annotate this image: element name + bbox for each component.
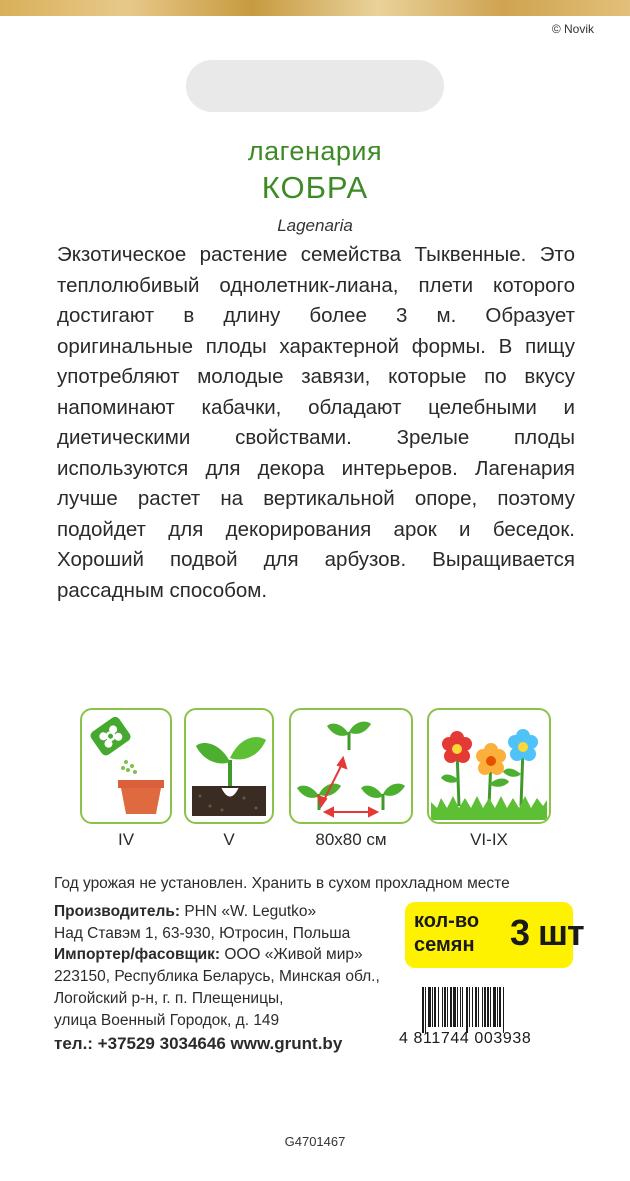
icon-label-sowing: IV	[117, 830, 135, 849]
contacts: тел.: +37529 3034646 www.grunt.by	[54, 1034, 343, 1053]
qty-label-2: семян	[414, 934, 475, 956]
planting-spacing-icon	[289, 708, 413, 824]
barcode-bar	[466, 987, 468, 1033]
barcode-bar	[478, 987, 479, 1027]
barcode-bar	[457, 987, 458, 1027]
copyright: © Novik	[551, 22, 594, 36]
barcode-bar	[442, 987, 443, 1027]
barcode-bar	[438, 987, 439, 1027]
barcode-bar	[472, 987, 473, 1027]
barcode-bar	[444, 987, 446, 1027]
seedling-soil-icon	[184, 708, 274, 824]
importer-address-1: 223150, Республика Беларусь, Минская обл.,	[54, 968, 380, 985]
importer-value: ООО «Живой мир»	[220, 946, 363, 963]
producer-address: Над Ставэм 1, 63-930, Ютросин, Польша	[54, 925, 351, 942]
barcode-bar	[499, 987, 501, 1027]
barcode-bar	[428, 987, 431, 1027]
barcode-bar	[475, 987, 477, 1027]
top-decor-strip	[0, 0, 630, 16]
qty-label-1: кол-во	[414, 910, 480, 932]
icon-label-seedling: V	[223, 830, 235, 849]
barcode-bar	[497, 987, 498, 1027]
storage-note: Год урожая не установлен. Хранить в сухом прохладном месте	[54, 875, 510, 892]
importer-line	[54, 946, 363, 964]
flowers-icon	[427, 708, 551, 824]
barcode-bar	[484, 987, 486, 1027]
importer-label: Импортер/фасовщик:	[54, 946, 221, 963]
barcode-number: 4 811744 003938	[399, 1030, 532, 1047]
barcode-bar	[503, 987, 504, 1033]
plant-type: лагенария	[247, 136, 383, 166]
product-code: G4701467	[284, 1134, 346, 1149]
description: Экзотическое растение семейства Тыквенные. Это теплолюбивый однолетник-лиана, плети которого достигают в длину более 3 м. Образует оригинальные плоды характерной формы. В пищу употребляют молодые завязи, которые по вкусу напоминают кабачки, обладают целебными и диетическими свойствами. Зрелые плоды используются для декора интерьеров. Лагенария лучше растет на вертикальной опоре, поэтому подойдет для декорирования арок и беседок. Хороший подвой для арбузов. Выращивается рассадным способом.	[57, 243, 575, 602]
icon-label-spacing: 80x80 см	[315, 830, 387, 849]
variety-name: КОБРА	[261, 170, 369, 205]
sowing-pot-icon	[80, 708, 172, 824]
barcode-bar	[493, 987, 496, 1027]
barcode-bar	[490, 987, 491, 1027]
barcode-bar	[460, 987, 461, 1027]
barcode-bar	[462, 987, 463, 1027]
barcode-bar	[453, 987, 456, 1027]
barcode-bar	[422, 987, 424, 1033]
barcode-bar	[487, 987, 489, 1027]
producer-line	[54, 903, 316, 921]
icon-label-flowers: VI-IX	[470, 830, 508, 849]
barcode-bar	[482, 987, 483, 1027]
hang-hole	[186, 60, 444, 112]
producer-value: PHN «W. Legutko»	[180, 903, 317, 920]
barcode-bar	[450, 987, 452, 1027]
barcode-bar	[447, 987, 448, 1027]
barcode	[420, 987, 568, 1033]
importer-address-2: Логойский р-н, г. п. Плещеницы,	[54, 990, 284, 1007]
barcode-bar	[434, 987, 436, 1027]
producer-label: Производитель:	[54, 903, 181, 920]
barcode-bar	[425, 987, 426, 1033]
qty-amount: 3 шт	[510, 912, 584, 953]
importer-address-3: улица Военный Городок, д. 149	[54, 1012, 280, 1029]
barcode-bar	[432, 987, 433, 1027]
barcode-bar	[469, 987, 470, 1027]
latin-name: Lagenaria	[277, 216, 353, 235]
